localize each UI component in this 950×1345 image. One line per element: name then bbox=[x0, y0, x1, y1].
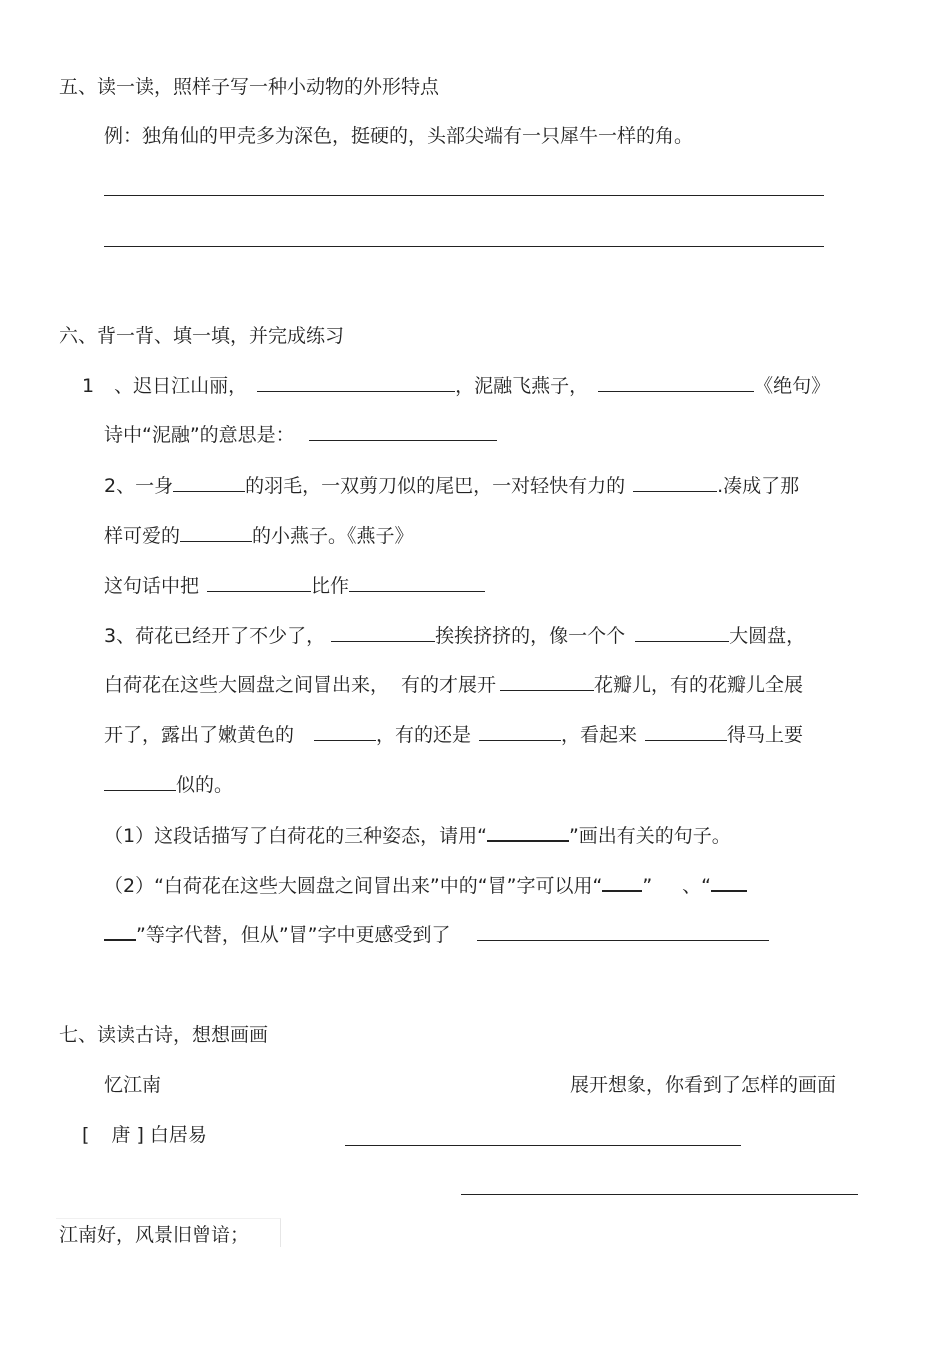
q1-text-a: 、迟日江山丽， bbox=[114, 375, 248, 397]
q2-blank-3[interactable] bbox=[180, 540, 252, 542]
q3-line-3 bbox=[104, 726, 803, 745]
imagine-prompt: 展开想象，你看到了怎样的画面 bbox=[570, 1074, 837, 1096]
poem-title: 忆江南 bbox=[104, 1074, 162, 1096]
answer-line-1[interactable] bbox=[104, 195, 824, 196]
q3-line-4 bbox=[104, 776, 233, 795]
q3-blank-7[interactable] bbox=[104, 789, 176, 791]
q2-compare-blank-1[interactable] bbox=[207, 590, 311, 592]
q2-compare-line bbox=[104, 577, 485, 596]
section7-title: 七、读读古诗，想想画画 bbox=[59, 1024, 269, 1046]
q3-text-a: 3、荷花已经开了不少了， bbox=[104, 625, 326, 647]
sub2-blank-3[interactable] bbox=[477, 939, 769, 941]
q2-compare-text-a: 这句话中把 bbox=[104, 575, 200, 597]
sub1-line bbox=[104, 827, 731, 846]
sub2-line-2 bbox=[104, 926, 769, 945]
poem-author-line bbox=[82, 1126, 207, 1145]
q2-line2-text-a: 样可爱的 bbox=[104, 525, 181, 547]
q3-line-2 bbox=[104, 676, 803, 695]
q3-line2-text-c: 花瓣儿，有的花瓣儿全展 bbox=[594, 674, 804, 696]
section6-title: 六、背一背、填一填，并完成练习 bbox=[59, 325, 345, 347]
q1-blank-2[interactable] bbox=[598, 390, 754, 392]
q3-blank-4[interactable] bbox=[314, 739, 376, 741]
q1-meaning-line bbox=[104, 426, 497, 445]
answer-line-2[interactable] bbox=[104, 246, 824, 247]
sub2-line bbox=[104, 877, 747, 896]
q1-blank-1[interactable] bbox=[257, 390, 455, 392]
poem-author: 唐 ] 白居易 bbox=[111, 1124, 207, 1146]
q3-line3-text-b: ，有的还是 bbox=[376, 724, 472, 746]
q3-blank-6[interactable] bbox=[645, 739, 727, 741]
q2-compare-blank-2[interactable] bbox=[349, 590, 485, 592]
sub2-blank-2-cont[interactable] bbox=[104, 938, 136, 941]
sub2-text-c: 、“ bbox=[682, 875, 711, 897]
q3-blank-2[interactable] bbox=[635, 640, 729, 642]
sub2-text-a: （2）“白荷花在这些大圆盘之间冒出来”中的“冒”字可以用“ bbox=[104, 875, 603, 897]
poem-line-1: 江南好，风景旧曾谙； bbox=[59, 1224, 250, 1246]
q3-blank-3[interactable] bbox=[500, 689, 594, 691]
q1-text-c: 《绝句》 bbox=[754, 375, 831, 397]
q3-text-b: 挨挨挤挤的，像一个个 bbox=[435, 625, 626, 647]
q3-line3-text-c: ，看起来 bbox=[561, 724, 638, 746]
q3-blank-5[interactable] bbox=[479, 739, 561, 741]
q1-meaning-blank[interactable] bbox=[309, 439, 497, 441]
q1-number: 1 bbox=[82, 375, 95, 397]
sub1-text-b: ”画出有关的句子。 bbox=[568, 825, 731, 847]
q1-meaning-text: 诗中“泥融”的意思是： bbox=[104, 424, 295, 446]
q3-blank-1[interactable] bbox=[331, 640, 435, 642]
q3-line3-text-a: 开了，露出了嫩黄色的 bbox=[104, 724, 295, 746]
sub2-line2-text-a: ”等字代替，但从”冒”字中更感受到了 bbox=[136, 924, 451, 946]
q2-text-c: .凑成了那 bbox=[717, 475, 800, 497]
q1-line bbox=[82, 377, 830, 396]
q2-text-b: 的羽毛，一双剪刀似的尾巴，一对轻快有力的 bbox=[245, 475, 626, 497]
sub2-blank-1[interactable] bbox=[602, 889, 642, 892]
q2-compare-text-b: 比作 bbox=[311, 575, 350, 597]
author-bracket: [ bbox=[82, 1124, 90, 1146]
q3-line bbox=[104, 627, 805, 646]
q2-line2-text-b: 的小燕子。《燕子》 bbox=[252, 525, 414, 547]
q2-text-a: 2、一身 bbox=[104, 475, 174, 497]
q2-blank-2[interactable] bbox=[633, 490, 717, 492]
imagine-line-2[interactable] bbox=[461, 1194, 858, 1195]
q3-line4-text: 似的。 bbox=[176, 774, 234, 796]
q3-text-c: 大圆盘， bbox=[729, 625, 806, 647]
q3-line3-text-d: 得马上要 bbox=[727, 724, 804, 746]
q2-line-2 bbox=[104, 527, 414, 546]
sub2-blank-2[interactable] bbox=[711, 889, 747, 892]
underline-sample bbox=[487, 839, 569, 842]
q2-line bbox=[104, 477, 799, 496]
sub1-text-a: （1）这段话描写了白荷花的三种姿态，请用“ bbox=[104, 825, 487, 847]
q3-line2-text-a: 白荷花在这些大圆盘之间冒出来， bbox=[104, 674, 390, 696]
sub2-text-b: ” bbox=[642, 875, 653, 897]
imagine-line-1[interactable] bbox=[345, 1145, 741, 1146]
q3-line2-text-b: 有的才展开 bbox=[401, 674, 497, 696]
section5-title: 五、读一读，照样子写一种小动物的外形特点 bbox=[59, 76, 440, 98]
q2-blank-1[interactable] bbox=[173, 490, 245, 492]
q1-text-b: ，泥融飞燕子， bbox=[455, 375, 589, 397]
section5-example: 例：独角仙的甲壳多为深色，挺硬的，头部尖端有一只犀牛一样的角。 bbox=[104, 125, 694, 147]
